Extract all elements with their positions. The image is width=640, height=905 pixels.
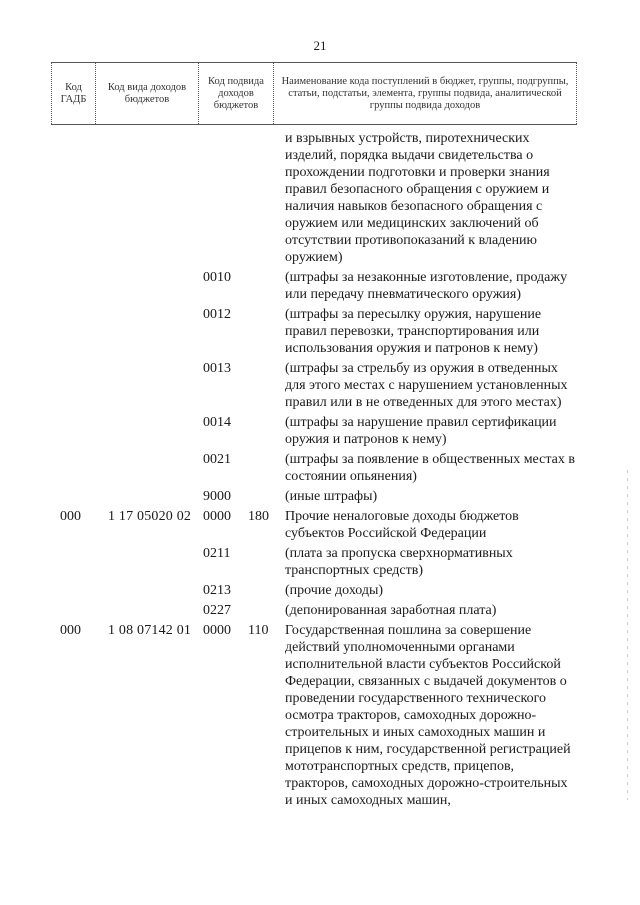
row-classification-code: 180: [248, 509, 269, 524]
table-row: [0, 414, 640, 448]
row-code-name: (штрафы за стрельбу из оружия в отведенных для этого местах с нарушением установленных правил или в не отведенных для этого местах): [285, 361, 568, 410]
header-gadb: Код ГАДБ: [52, 63, 96, 125]
row-code-name: Государственная пошлина за совершение действий уполномоченными органами исполнительной власти субъектов Российской Федерации, связанных с выдачей документов о проведении государственного технического осмотра тракторов, самоходных дорожно-строительных и иных самоходных машин и прицепов к ним, государственной регистрацией мототранспортных средств, прицепов, тракторов, самоходных дорожно-строительных и иных самоходных машин,: [285, 623, 571, 808]
row-income-subtype-code: 0213: [203, 583, 231, 598]
row-income-subtype-code: 0021: [203, 452, 231, 467]
row-classification-code: 110: [248, 623, 269, 638]
row-code-name: (прочие доходы): [285, 583, 384, 598]
table-row: [0, 269, 640, 303]
table-row: [0, 360, 640, 411]
row-income-subtype-code: 0000: [203, 509, 231, 524]
row-income-subtype-code: 0010: [203, 270, 231, 285]
row-code-name: (штрафы за появление в общественных местах в состоянии опьянения): [285, 452, 575, 484]
table-row: [0, 545, 640, 579]
header-income-type-code: Код вида доходов бюджетов: [96, 63, 199, 125]
row-code-name: (штрафы за нарушение правил сертификации оружия и патронов к нему): [285, 415, 557, 447]
table-row: [0, 306, 640, 357]
row-gadb: 000: [60, 623, 81, 638]
row-code-name: Прочие неналоговые доходы бюджетов субъектов Российской Федерации: [285, 509, 519, 541]
row-income-subtype-code: 0211: [203, 546, 231, 561]
row-income-subtype-code: 0000: [203, 623, 231, 638]
row-income-subtype-code: 0014: [203, 415, 231, 430]
row-code-name: (штрафы за пересылку оружия, нарушение правил перевозки, транспортирования или использования оружия и патронов к нему): [285, 307, 542, 356]
row-income-subtype-code: 0227: [203, 603, 231, 618]
table-row: [0, 130, 640, 266]
header-code-name: Наименование кода поступлений в бюджет, группы, подгруппы, статьи, подстатьи, элемента, группы подвида, аналитической группы подвида доходов: [274, 63, 577, 125]
row-income-subtype-code: 0013: [203, 361, 231, 376]
row-income-type-code: 1 08 07142 01: [108, 623, 192, 638]
table-row: [0, 582, 640, 599]
page-number: 21: [313, 38, 327, 53]
row-income-subtype-code: 9000: [203, 489, 231, 504]
table-body: [0, 130, 640, 812]
row-code-name: (иные штрафы): [285, 489, 378, 504]
row-code-name: и взрывных устройств, пиротехнических изделий, порядка выдачи свидетельства о прохождении подготовки и проверки знания правил безопасного обращения с оружием и наличия навыков безопасного обращения с оружием или медицинских заключений об отсутствии противопоказаний к владению оружием): [285, 131, 550, 265]
header-income-subtype-code: Код подвида доходов бюджетов: [199, 63, 274, 125]
table-row: [0, 622, 640, 809]
table-row: [0, 602, 640, 619]
table-row: [0, 508, 640, 542]
table-row: [0, 488, 640, 505]
row-gadb: 000: [60, 509, 81, 524]
table-header: [51, 62, 577, 125]
row-code-name: (штрафы за незаконные изготовление, продажу или передачу пневматического оружия): [285, 270, 568, 302]
row-code-name: (депонированная заработная плата): [285, 603, 497, 618]
row-code-name: (плата за пропуска сверхнормативных транспортных средств): [285, 546, 513, 578]
scan-margin-mark: [627, 470, 628, 800]
row-income-type-code: 1 17 05020 02: [108, 509, 192, 524]
row-income-subtype-code: 0012: [203, 307, 231, 322]
table-row: [0, 451, 640, 485]
